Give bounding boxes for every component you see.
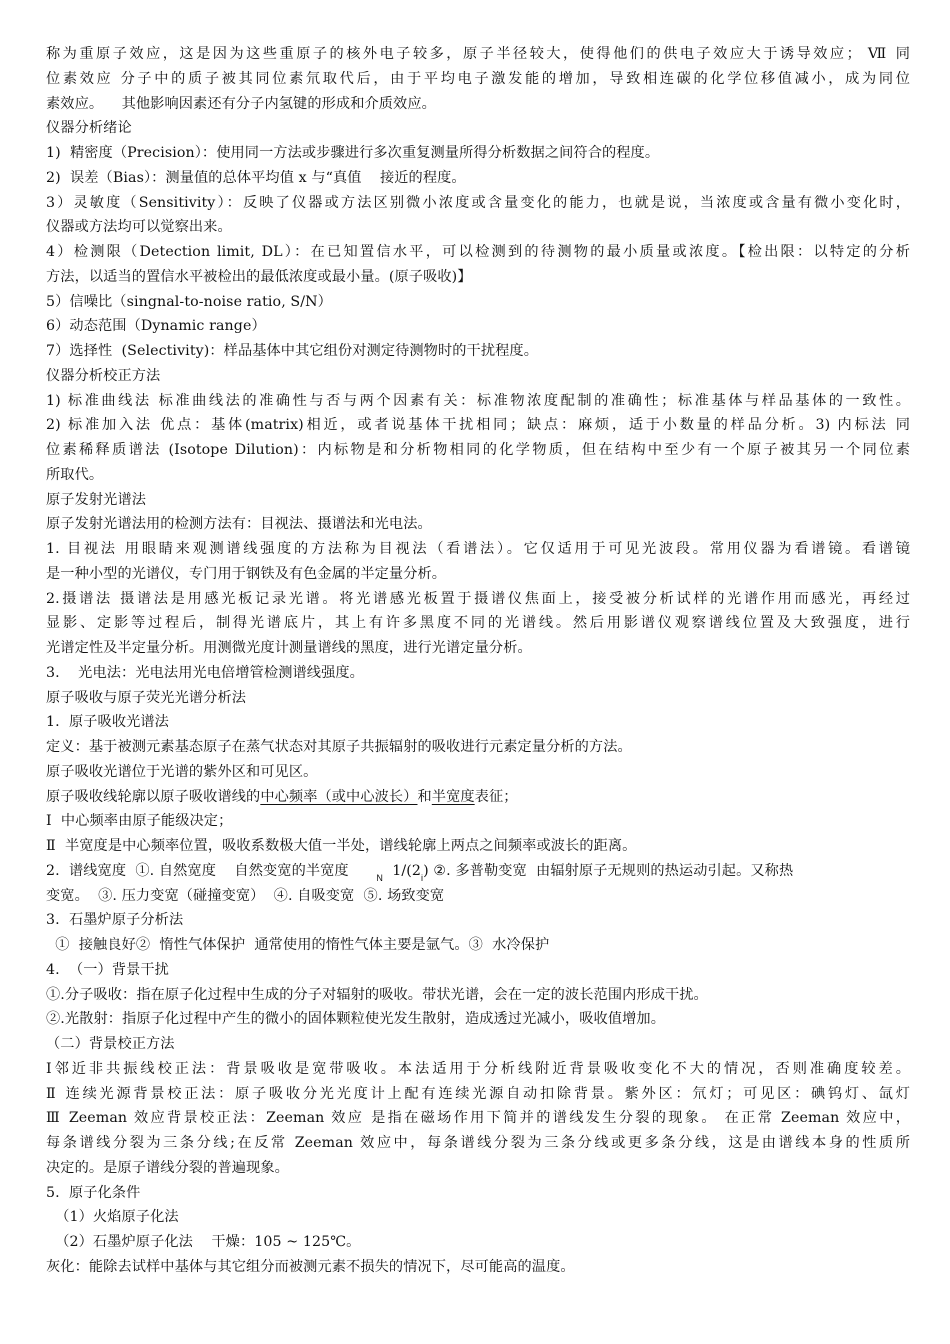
text-line: 1. 原子吸收光谱法 [46, 714, 169, 731]
text-line: 所取代。 [46, 466, 104, 483]
text-line: 原子吸收与原子荧光光谱分析法 [46, 689, 247, 706]
text-line: 1) 标准曲线法 标准曲线法的准确性与否与两个因素有关：标准物浓度配制的准确性；标准基体与样品基体的一致性。 [46, 392, 910, 409]
text-line-absorption-profile [46, 785, 910, 810]
formula-subscript-n: N [376, 872, 383, 883]
text-line: 原子发射光谱法用的检测方法有：目视法、摄谱法和光电法。 [46, 516, 432, 533]
text-line: Ⅱ 半宽度是中心频率位置，吸收系数极大值一半处，谱线轮廓上两点之间频率或波长的距离。 [46, 838, 637, 854]
text-block-b [46, 809, 910, 859]
underlined-term-center-frequency: 中心频率（或中心波长） [260, 788, 418, 805]
text-line: 1) 精密度（Precision）：使用同一方法或步骤进行多次重复测量所得分析数据之间符合的程度。 [46, 145, 660, 161]
text-line: Ⅰ邻近非共振线校正法：背景吸收是宽带吸收。本法适用于分析线附近背景吸收变化不大的情况，否则准确度较差。 [46, 1060, 910, 1077]
text-block-c [46, 884, 910, 1280]
text-line: Ⅰ 中心频率由原子能级决定； [46, 813, 233, 830]
text-line: 原子吸收光谱位于光谱的紫外区和可见区。 [46, 763, 318, 780]
text-line: （二）背景校正方法 [46, 1036, 175, 1052]
text-line: 显影、定影等过程后，制得光谱底片，其上有许多黑度不同的光谱线。然后用影谱仪观察谱线位置及大致强度，进行 [46, 615, 910, 632]
text-line: 方法，以适当的置信水平被检出的最低浓度或最小量。(原子吸收)】 [46, 268, 472, 285]
text-line: Ⅲ Zeeman 效应背景校正法：Zeeman 效应 是指在磁场作用下简并的谱线发生分裂的现象。 在正常 Zeeman 效应中， [46, 1110, 910, 1127]
text-line: 灰化：能除去试样中基体与其它组分而被测元素不损失的情况下，尽可能高的温度。 [46, 1258, 575, 1275]
text-line: 变宽。 ③. 压力变宽（碰撞变宽） ④. 自吸变宽 ⑤. 场致变宽 [46, 887, 445, 904]
text-line: 3. 光电法：光电法用光电倍增管检测谱线强度。 [46, 664, 364, 681]
text-segment: 表征； [474, 788, 518, 805]
text-line: ②.光散射：指原子化过程中产生的微小的固体颗粒使光发生散射，造成透过光减小，吸收值增加。 [46, 1011, 665, 1028]
text-line: 2.摄谱法 摄谱法是用感光板记录光谱。将光谱感光板置于摄谱仪焦面上，接受被分析试样的光谱作用而感光，再经过 [46, 590, 910, 607]
text-line: 位素效应 分子中的质子被其同位素氘取代后，由于平均电子激发能的增加，导致相连碳的化学位移值减小，成为同位 [46, 70, 910, 87]
text-line: 2) 标准加入法 优点：基体(matrix)相近，或者说基体干扰相同；缺点：麻烦，适于小数量的样品分析。3) 内标法 同 [46, 417, 910, 434]
text-block-a [46, 42, 910, 785]
text-segment: 原子吸收线轮廓以原子吸收谱线的 [46, 788, 261, 805]
text-line: 5）信噪比（singnal-to-noise ratio, S/N） [46, 293, 332, 310]
text-line: Ⅱ 连续光源背景校正法：原子吸收分光光度计上配有连续光源自动扣除背景。紫外区：氘灯；可见区：碘钨灯、氙灯 [46, 1085, 910, 1102]
text-line: 原子发射光谱法 [46, 491, 147, 508]
text-line: 1. 目视法 用眼睛来观测谱线强度的方法称为目视法（看谱法）。它仅适用于可见光波段。常用仪器为看谱镜。看谱镜 [46, 541, 910, 557]
text-line: 每条谱线分裂为三条分线;在反常 Zeeman 效应中，每条谱线分裂为三条分线或更多条分线，这是由谱线本身的性质所 [46, 1135, 910, 1151]
text-line: 4. （一）背景干扰 [46, 961, 169, 978]
formula-text: 1/(2 [383, 862, 421, 879]
text-segment: ) ②. 多普勒变宽 由辐射原子无规则的热运动引起。又称热 [423, 862, 794, 879]
text-line: 3. 石墨炉原子分析法 [46, 912, 184, 929]
text-line: 仪器分析校正方法 [46, 367, 161, 384]
text-line: 3）灵敏度（Sensitivity）：反映了仪器或方法区别微小浓度或含量变化的能力，也就是说，当浓度或含量有微小变化时， [46, 194, 910, 211]
text-line: 7）选择性 (Selectivity)：样品基体中其它组份对测定待测物时的干扰程度。 [46, 343, 538, 359]
text-line: 2) 误差（Bias）：测量值的总体平均值 x 与“真值 接近的程度。 [46, 169, 466, 186]
text-line: 6）动态范围（Dynamic range） [46, 318, 266, 335]
text-line: 定义：基于被测元素基态原子在蒸气状态对其原子共振辐射的吸收进行元素定量分析的方法。 [46, 739, 632, 755]
text-line: 是一种小型的光谱仪，专门用于钢铁及有色金属的半定量分析。 [46, 565, 447, 582]
text-segment: 2. 谱线宽度 ①. 自然宽度 自然变宽的半宽度 [46, 862, 377, 879]
formula-subscript-i: i [421, 872, 424, 883]
text-line: （2）石墨炉原子化法 干燥：105 ~ 125℃。 [46, 1234, 361, 1250]
text-line: 仪器或方法均可以觉察出来。 [46, 219, 232, 236]
text-line: 光谱定性及半定量分析。用测微光度计测量谱线的黑度，进行光谱定量分析。 [46, 640, 532, 656]
text-line-spectral-width [46, 859, 910, 884]
text-line: 称为重原子效应，这是因为这些重原子的核外电子较多，原子半径较大，使得他们的供电子效应大于诱导效应； Ⅶ 同 [46, 46, 910, 62]
text-line: 位素稀释质谱法 (Isotope Dilution)：内标物是和分析物相同的化学物质，但在结构中至少有一个原子被其另一个同位素 [46, 442, 910, 458]
text-line: 素效应。 其他影响因素还有分子内氢键的形成和介质效应。 [46, 95, 436, 112]
text-line: ①.分子吸收：指在原子化过程中生成的分子对辐射的吸收。带状光谱，会在一定的波长范围内形成干扰。 [46, 986, 708, 1003]
text-line: 仪器分析绪论 [46, 120, 132, 137]
text-line: ① 接触良好② 惰性气体保护 通常使用的惰性气体主要是氩气。③ 水冷保护 [46, 937, 550, 953]
text-line: 4）检测限（Detection limit, DL）：在已知置信水平，可以检测到的待测物的最小质量或浓度。【检出限：以特定的分析 [46, 244, 910, 260]
underlined-term-half-width: 半宽度 [431, 788, 475, 805]
text-line: （1）火焰原子化法 [46, 1209, 179, 1226]
text-line: 决定的。是原子谱线分裂的普遍现象。 [46, 1159, 289, 1176]
text-segment: 和 [417, 788, 432, 805]
text-line: 5. 原子化条件 [46, 1184, 141, 1201]
